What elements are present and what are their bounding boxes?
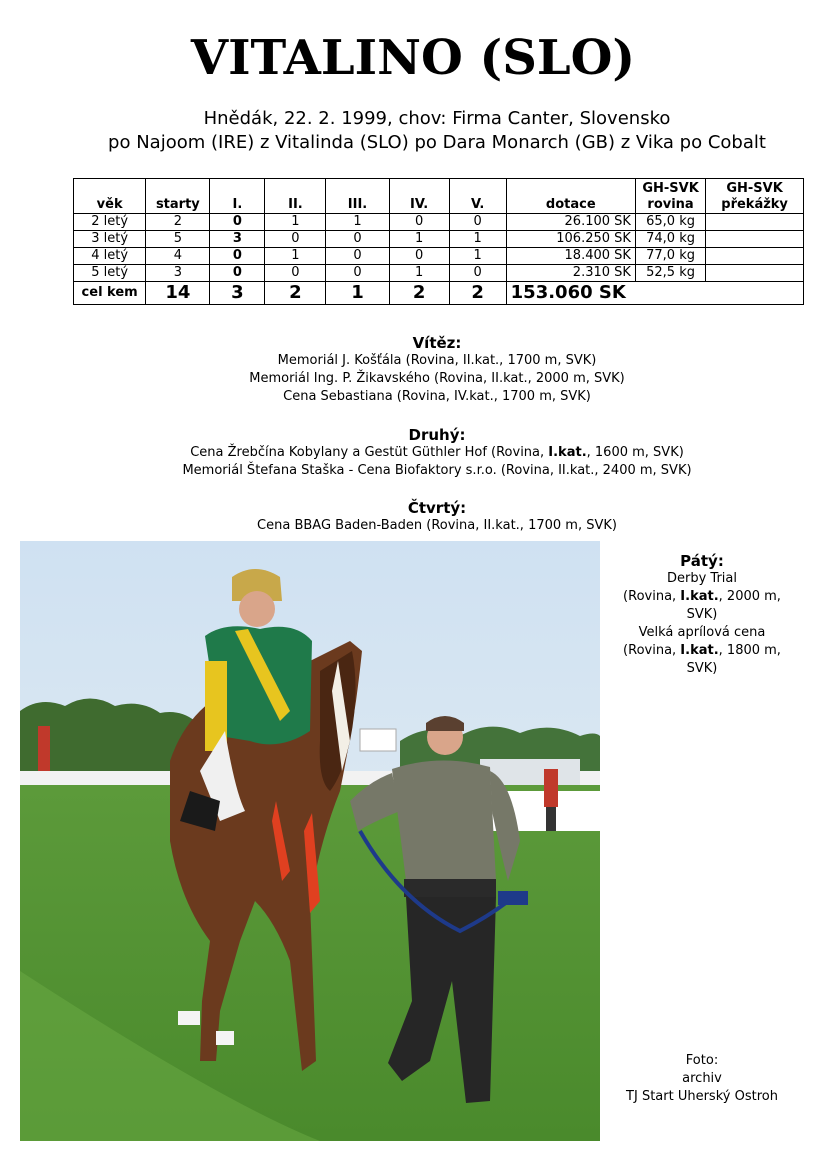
cell-handicap-jumps — [706, 231, 804, 248]
photo-jockey-horse-handler — [20, 541, 600, 1141]
photo-credit-label: Foto: — [685, 1053, 719, 1068]
race-text: , 1800 m, SVK) — [686, 643, 781, 676]
cell-prize: 18.400 SK — [506, 248, 635, 265]
total-second: 2 — [265, 282, 326, 305]
race-text: , 1600 m, SVK) — [586, 445, 684, 460]
second-place-section — [0, 426, 826, 480]
race-statistics-table — [73, 178, 804, 305]
cell-fifth: 1 — [449, 231, 506, 248]
race-name: Derby Trial — [667, 571, 737, 586]
cell-fourth: 0 — [389, 248, 449, 265]
cell-fifth: 0 — [449, 265, 506, 282]
fourth-place-section — [0, 499, 826, 535]
race-text: , 2000 m, SVK) — [686, 589, 781, 622]
table-row — [74, 248, 804, 265]
cell-starts: 4 — [146, 248, 210, 265]
total-fourth: 2 — [389, 282, 449, 305]
cell-age: 4 letý — [74, 248, 146, 265]
table-header-row — [74, 179, 804, 214]
fifth-place-section — [610, 552, 794, 678]
horse-details: Hnědák, 22. 2. 1999, chov: Firma Canter, Slovensko — [203, 108, 671, 129]
cell-age: 3 letý — [74, 231, 146, 248]
race-item: Cena BBAG Baden-Baden (Rovina, II.kat., 1700 m, SVK) — [257, 518, 617, 533]
race-details — [610, 642, 794, 678]
cell-starts: 3 — [146, 265, 210, 282]
header-second: II. — [265, 179, 326, 214]
cell-third: 0 — [326, 248, 389, 265]
cell-handicap-flat: 77,0 kg — [635, 248, 705, 265]
photo-credit-source: archiv — [682, 1071, 722, 1086]
total-fifth: 2 — [449, 282, 506, 305]
cell-first: 3 — [210, 231, 265, 248]
table-row — [74, 231, 804, 248]
photo-credit — [610, 1052, 794, 1106]
header-fifth: V. — [449, 179, 506, 214]
cell-third: 1 — [326, 214, 389, 231]
cell-age: 5 letý — [74, 265, 146, 282]
second-place-heading: Druhý: — [408, 426, 466, 444]
race-details — [610, 588, 794, 624]
total-label: cel kem — [74, 282, 146, 305]
cell-fourth: 1 — [389, 231, 449, 248]
page-title: VITALINO (SLO) — [190, 30, 636, 86]
cell-handicap-jumps — [706, 265, 804, 282]
table-total-row — [74, 282, 804, 305]
header-first: I. — [210, 179, 265, 214]
cell-first: 0 — [210, 214, 265, 231]
race-category: I.kat. — [680, 589, 719, 604]
cell-handicap-flat: 52,5 kg — [635, 265, 705, 282]
cell-handicap-flat: 65,0 kg — [635, 214, 705, 231]
total-prize-money: 153.060 SK — [506, 282, 803, 305]
winner-heading: Vítěz: — [412, 334, 462, 352]
cell-starts: 5 — [146, 231, 210, 248]
cell-handicap-flat: 74,0 kg — [635, 231, 705, 248]
photo-credit-club: TJ Start Uherský Ostroh — [626, 1089, 778, 1104]
cell-first: 0 — [210, 248, 265, 265]
header-third: III. — [326, 179, 389, 214]
race-category: I.kat. — [548, 445, 587, 460]
table-row — [74, 214, 804, 231]
cell-prize: 26.100 SK — [506, 214, 635, 231]
cell-age: 2 letý — [74, 214, 146, 231]
total-first: 3 — [210, 282, 265, 305]
race-item — [0, 444, 826, 462]
race-text: (Rovina, — [623, 589, 681, 604]
cell-fourth: 1 — [389, 265, 449, 282]
cell-prize: 106.250 SK — [506, 231, 635, 248]
total-third: 1 — [326, 282, 389, 305]
cell-second: 1 — [265, 214, 326, 231]
cell-handicap-jumps — [706, 248, 804, 265]
fourth-place-heading: Čtvrtý: — [407, 499, 467, 517]
table-row — [74, 265, 804, 282]
cell-second: 0 — [265, 231, 326, 248]
race-category: I.kat. — [680, 643, 719, 658]
header-age: věk — [74, 179, 146, 214]
header-handicap-flat: GH-SVK rovina — [635, 179, 705, 214]
header-prize-money: dotace — [506, 179, 635, 214]
cell-handicap-jumps — [706, 214, 804, 231]
cell-prize: 2.310 SK — [506, 265, 635, 282]
winner-section — [0, 334, 826, 406]
race-text: (Rovina, — [623, 643, 681, 658]
cell-fifth: 1 — [449, 248, 506, 265]
race-item: Memoriál Ing. P. Žikavského (Rovina, II.kat., 2000 m, SVK) — [249, 371, 625, 386]
race-photo — [20, 541, 600, 1141]
pedigree-line: po Najoom (IRE) z Vitalinda (SLO) po Dara Monarch (GB) z Vika po Cobalt — [108, 132, 766, 153]
fifth-place-heading: Pátý: — [680, 552, 724, 570]
cell-fourth: 0 — [389, 214, 449, 231]
cell-second: 1 — [265, 248, 326, 265]
race-text: Cena Žrebčína Kobylany a Gestüt Güthler Hof (Rovina, — [190, 445, 549, 460]
header-starts: starty — [146, 179, 210, 214]
header-fourth: IV. — [389, 179, 449, 214]
total-starts: 14 — [146, 282, 210, 305]
cell-second: 0 — [265, 265, 326, 282]
cell-first: 0 — [210, 265, 265, 282]
cell-third: 0 — [326, 231, 389, 248]
race-name: Velká aprílová cena — [638, 625, 766, 640]
race-item: Memoriál J. Košťála (Rovina, II.kat., 1700 m, SVK) — [277, 353, 597, 368]
cell-fifth: 0 — [449, 214, 506, 231]
header-handicap-jumps: GH-SVK překážky — [706, 179, 804, 214]
race-item: Memoriál Štefana Staška - Cena Biofaktory s.r.o. (Rovina, II.kat., 2400 m, SVK) — [182, 463, 692, 478]
cell-third: 0 — [326, 265, 389, 282]
race-item: Cena Sebastiana (Rovina, IV.kat., 1700 m, SVK) — [283, 389, 591, 404]
cell-starts: 2 — [146, 214, 210, 231]
